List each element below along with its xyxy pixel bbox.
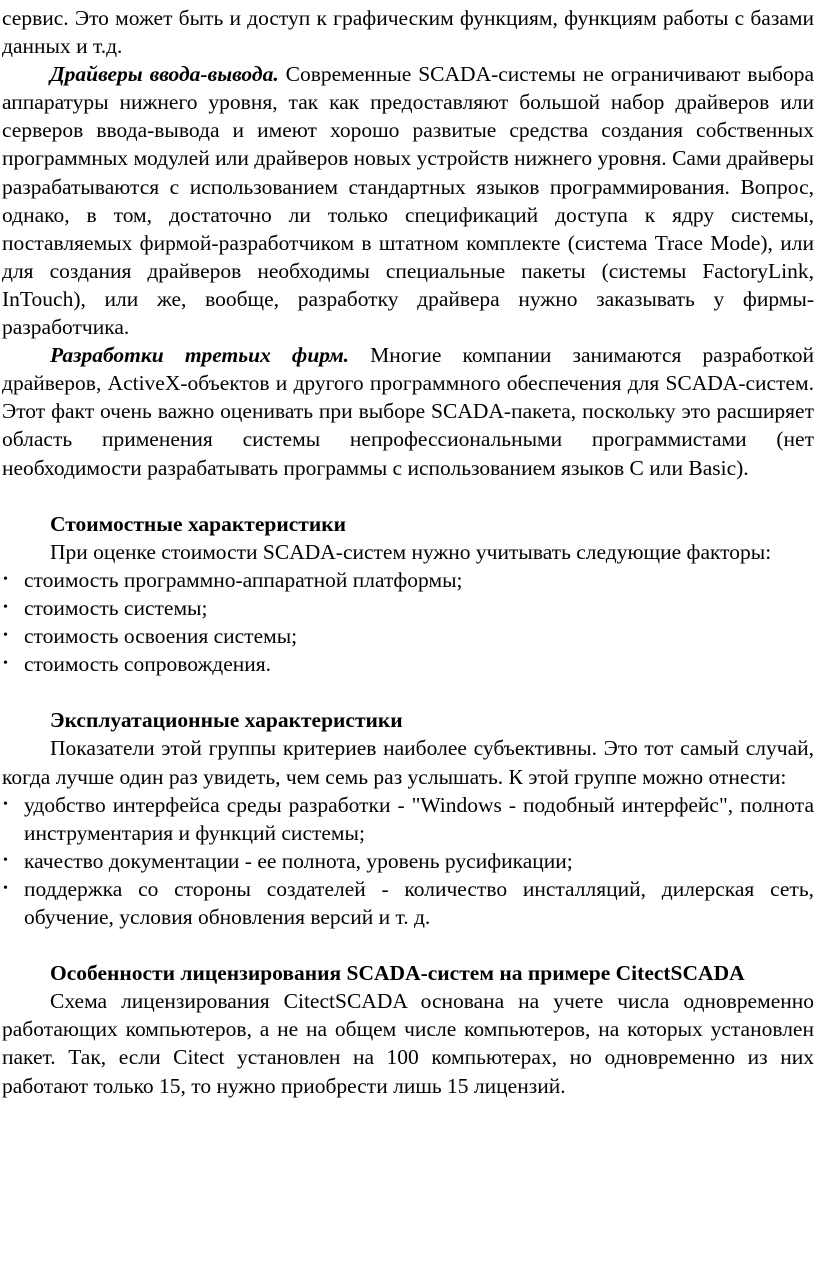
- list-item: • качество документации - ее полнота, уровень русификации;: [2, 847, 814, 875]
- spacer: [2, 931, 814, 959]
- cost-list: [2, 566, 814, 678]
- bullet-icon: •: [3, 599, 8, 615]
- list-item: • стоимость программно-аппаратной платформы;: [2, 566, 814, 594]
- spacer: [2, 678, 814, 706]
- spacer: [2, 482, 814, 510]
- drivers-text: Современные SCADA-системы не ограничивают выбора аппаратуры нижнего уровня, так как предоставляют большой набор драйверов или серверов ввода-вывода и имеют хорошо развитые средства создания собственных программных модулей или драйверов новых устройств нижнего уровня. Сами драйверы разрабатываются с использованием стандартных языков программирования. Вопрос, однако, в том, достаточно ли только спецификаций доступа к ядру системы, поставляемых фирмой-разработчиком в штатном комплекте (система Trace Mode), или для создания драйверов необходимы специальные пакеты (системы FactoryLink, InTouch), или же, вообще, разработку драйвера нужно заказывать у фирмы-разработчика.: [2, 62, 814, 340]
- bullet-icon: •: [3, 571, 8, 587]
- list-item: • стоимость системы;: [2, 594, 814, 622]
- third-party-lead: Разработки третьих фирм.: [50, 343, 350, 368]
- list-item: • стоимость сопровождения.: [2, 650, 814, 678]
- bullet-icon: •: [3, 880, 8, 896]
- third-party-text: Многие компании занимаются разработкой драйверов, ActiveX-объектов и другого программного обеспечения для SCADA-систем. Этот факт очень важно оценивать при выборе SCADA-пакета, поскольку это расширяет область применения системы непрофессиональными программистами (нет необходимости разрабатывать программы с использованием языков С или Basic).: [2, 343, 814, 480]
- operational-heading: Эксплуатационные характеристики: [50, 708, 403, 733]
- operational-list: [2, 791, 814, 931]
- operational-intro-paragraph: Показатели этой группы критериев наиболее субъективны. Это тот самый случай, когда лучше один раз увидеть, чем семь раз услышать. К этой группе можно отнести:: [2, 736, 814, 789]
- list-item: • стоимость освоения системы;: [2, 622, 814, 650]
- cost-heading: Стоимостные характеристики: [50, 511, 346, 536]
- licensing-heading: Особенности лицензирования SCADA-систем на примере CitectSCADA: [50, 961, 745, 986]
- third-party-paragraph: [2, 341, 814, 481]
- bullet-icon: •: [3, 796, 8, 812]
- bullet-icon: •: [3, 656, 8, 672]
- licensing-paragraph: Схема лицензирования CitectSCADA основана на учете числа одновременно работающих компьютеров, а не на общем числе компьютеров, на которых установлен пакет. Так, если Citect установлен на 100 компьютерах, но одновременно из них работают только 15, то нужно приобрести лишь 15 лицензий.: [2, 989, 814, 1098]
- bullet-icon: •: [3, 628, 8, 644]
- drivers-paragraph: [2, 60, 814, 341]
- list-item: • удобство интерфейса среды разработки - "Windows - подобный интерфейс", полнота инструментария и функций системы;: [3, 792, 814, 845]
- drivers-lead: Драйверы ввода-вывода.: [50, 62, 279, 87]
- cost-intro-paragraph: При оценке стоимости SCADA-систем нужно учитывать следующие факторы:: [50, 539, 772, 564]
- list-item: • поддержка со стороны создателей - количество инсталляций, дилерская сеть, обучение, условия обновления версий и т. д.: [3, 876, 814, 929]
- bullet-icon: •: [3, 852, 8, 868]
- intro-continuation-paragraph: сервис. Это может быть и доступ к графическим функциям, функциям работы с базами данных и т.д.: [2, 6, 814, 59]
